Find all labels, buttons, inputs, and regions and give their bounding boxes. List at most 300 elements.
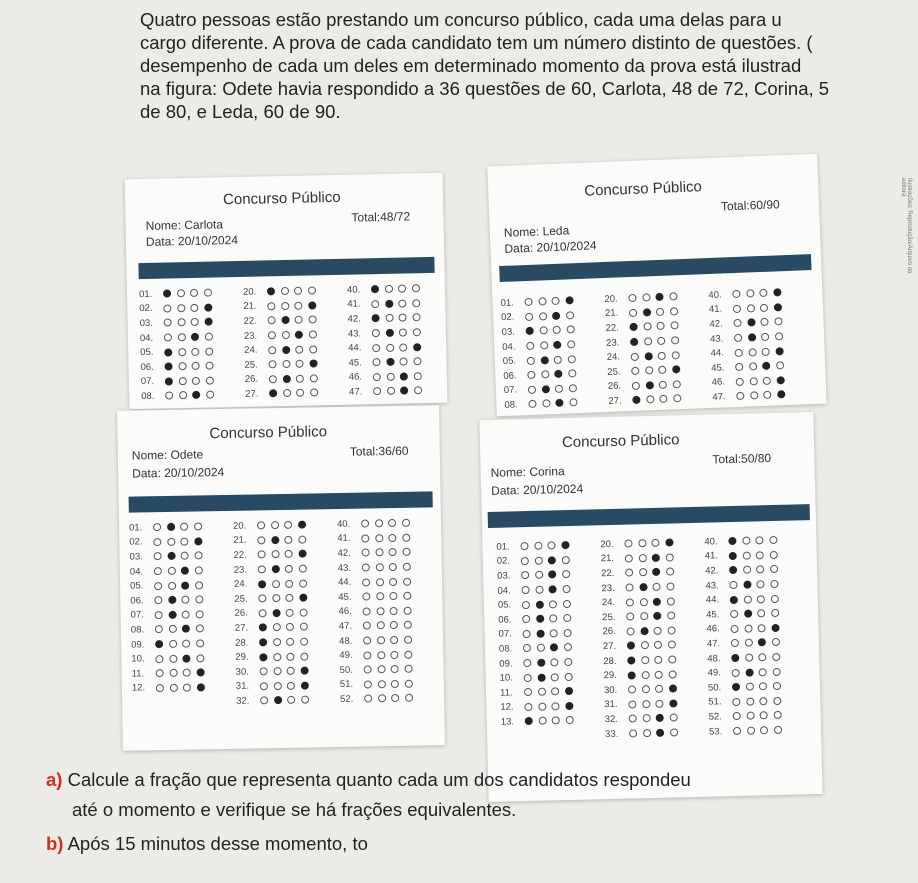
empty-bubble [640, 642, 648, 650]
empty-bubble [551, 297, 559, 305]
empty-bubble [376, 622, 384, 630]
empty-bubble [373, 387, 381, 395]
empty-bubble [169, 684, 177, 692]
filled-bubble [553, 341, 561, 349]
empty-bubble [190, 289, 198, 297]
empty-bubble [564, 658, 572, 666]
empty-bubble [177, 304, 185, 312]
empty-bubble [169, 640, 177, 648]
empty-bubble [398, 285, 406, 293]
question-number: 50. [339, 664, 353, 676]
empty-bubble [155, 611, 163, 619]
empty-bubble [258, 551, 266, 559]
empty-bubble [523, 630, 531, 638]
empty-bubble [561, 556, 569, 564]
empty-bubble [204, 333, 212, 341]
empty-bubble [191, 318, 199, 326]
question-number: 52. [708, 711, 723, 723]
empty-bubble [773, 726, 781, 734]
empty-bubble [260, 667, 268, 675]
question-number: 12. [500, 701, 514, 714]
question-number: 01. [129, 522, 143, 534]
filled-bubble [192, 391, 200, 399]
question-number: 40. [336, 518, 351, 530]
filled-bubble [773, 289, 781, 297]
empty-bubble [652, 583, 660, 591]
empty-bubble [540, 341, 548, 349]
question-number: 01. [500, 297, 515, 309]
empty-bubble [309, 345, 317, 353]
answer-row [233, 547, 311, 563]
empty-bubble [744, 624, 752, 632]
question-number: 41. [704, 550, 719, 563]
question-number: 21. [233, 534, 247, 547]
empty-bubble [629, 309, 637, 317]
filled-bubble [167, 523, 175, 531]
empty-bubble [670, 336, 678, 344]
question-number: 46. [348, 371, 363, 384]
empty-bubble [374, 520, 382, 528]
question-number: 22. [605, 322, 620, 334]
empty-bubble [178, 362, 186, 370]
question-number: 24. [234, 578, 248, 590]
empty-bubble [665, 553, 673, 561]
empty-bubble [196, 654, 204, 662]
question-number: 01. [496, 541, 510, 553]
empty-bubble [732, 698, 740, 706]
empty-bubble [773, 697, 781, 705]
empty-bubble [773, 711, 781, 719]
filled-bubble [298, 521, 306, 529]
empty-bubble [654, 641, 662, 649]
empty-bubble [286, 609, 294, 617]
empty-bubble [404, 680, 412, 688]
empty-bubble [260, 682, 268, 690]
question-number: 42. [705, 565, 719, 577]
empty-bubble [642, 729, 650, 737]
filled-bubble [555, 399, 563, 407]
empty-bubble [746, 712, 754, 720]
empty-bubble [167, 567, 175, 575]
empty-bubble [760, 726, 768, 734]
empty-bubble [386, 343, 394, 351]
filled-bubble [194, 537, 202, 545]
empty-bubble [744, 639, 752, 647]
filled-bubble [639, 583, 647, 591]
filled-bubble [165, 377, 173, 385]
empty-bubble [287, 682, 295, 690]
answer-row [338, 603, 416, 619]
empty-bubble [361, 534, 369, 542]
empty-bubble [271, 551, 279, 559]
empty-bubble [180, 523, 188, 531]
question-number: 42. [347, 313, 361, 325]
empty-bubble [298, 535, 306, 543]
empty-bubble [168, 582, 176, 590]
question-number: 31. [604, 699, 618, 711]
empty-bubble [363, 636, 371, 644]
question-number: 25. [602, 611, 616, 623]
filled-bubble [259, 624, 267, 632]
empty-bubble [399, 358, 407, 366]
empty-bubble [280, 287, 288, 295]
answer-row [339, 618, 417, 634]
question-number: 43. [337, 562, 352, 574]
empty-bubble [389, 563, 397, 571]
answer-column [243, 283, 323, 401]
empty-bubble [776, 361, 784, 369]
empty-bubble [770, 580, 778, 588]
empty-bubble [748, 348, 756, 356]
empty-bubble [402, 563, 410, 571]
empty-bubble [182, 610, 190, 618]
empty-bubble [391, 694, 399, 702]
empty-bubble [655, 700, 663, 708]
filled-bubble [164, 363, 172, 371]
question-number: 45. [348, 357, 362, 369]
filled-bubble [181, 567, 189, 575]
empty-bubble [655, 685, 663, 693]
answer-column [233, 517, 314, 708]
answer-row [131, 607, 209, 623]
empty-bubble [538, 298, 546, 306]
filled-bubble [267, 288, 275, 296]
empty-bubble [285, 594, 293, 602]
card-title: Concurso Público [209, 423, 328, 443]
empty-bubble [522, 615, 530, 623]
answer-row [337, 530, 415, 546]
filled-bubble [298, 550, 306, 558]
side-credit: Ilustrações: Reprodução/Arquivo da editora [900, 178, 912, 274]
empty-bubble [770, 595, 778, 603]
empty-bubble [774, 332, 782, 340]
answer-row [139, 285, 217, 301]
empty-bubble [759, 682, 767, 690]
empty-bubble [412, 328, 420, 336]
empty-bubble [268, 331, 276, 339]
empty-bubble [562, 600, 570, 608]
empty-bubble [177, 333, 185, 341]
empty-bubble [639, 569, 647, 577]
empty-bubble [625, 554, 633, 562]
answer-row [129, 548, 207, 564]
filled-bubble [640, 627, 648, 635]
answer-row [339, 662, 417, 678]
question-number: 08. [498, 643, 513, 655]
empty-bubble [658, 366, 666, 374]
empty-bubble [646, 396, 654, 404]
empty-bubble [656, 322, 664, 330]
empty-bubble [405, 694, 413, 702]
answer-row [243, 283, 321, 299]
empty-bubble [191, 362, 199, 370]
empty-bubble [552, 717, 560, 725]
empty-bubble [625, 584, 633, 592]
filled-bubble [272, 609, 280, 617]
answer-row [348, 339, 426, 355]
question-number: 29. [603, 669, 618, 682]
question-number: 32. [236, 695, 250, 707]
question-a-line-2: até o momento e verifique se há frações equivalentes. [72, 799, 517, 820]
question-number: 03. [129, 551, 143, 563]
answer-row [349, 369, 427, 385]
empty-bubble [364, 666, 372, 674]
filled-bubble [565, 297, 573, 305]
question-number: 24. [606, 351, 621, 364]
filled-bubble [204, 318, 212, 326]
empty-bubble [364, 695, 372, 703]
question-number: 10. [131, 653, 145, 665]
empty-bubble [298, 565, 306, 573]
empty-bubble [553, 326, 561, 334]
filled-bubble [282, 346, 290, 354]
empty-bubble [749, 377, 757, 385]
empty-bubble [562, 585, 570, 593]
question-number: 26. [607, 380, 622, 393]
empty-bubble [398, 299, 406, 307]
question-number: 49. [707, 667, 721, 679]
empty-bubble [771, 638, 779, 646]
question-number: 53. [708, 725, 723, 738]
empty-bubble [526, 342, 534, 350]
question-number: 23. [601, 582, 615, 594]
filled-bubble [385, 329, 393, 337]
answer-row [340, 676, 418, 692]
filled-bubble [400, 372, 408, 380]
empty-bubble [361, 520, 369, 528]
empty-bubble [299, 579, 307, 587]
question-number: 31. [235, 680, 250, 693]
filled-bubble [630, 338, 638, 346]
empty-bubble [733, 727, 741, 735]
empty-bubble [404, 636, 412, 644]
question-number: 28. [235, 637, 249, 649]
empty-bubble [286, 638, 294, 646]
answer-row [244, 356, 322, 372]
question-number: 52. [340, 693, 354, 705]
empty-bubble [169, 669, 177, 677]
empty-bubble [155, 655, 163, 663]
empty-bubble [260, 697, 268, 705]
empty-bubble [521, 557, 529, 565]
empty-bubble [179, 392, 187, 400]
empty-bubble [402, 534, 410, 542]
empty-bubble [154, 596, 162, 604]
empty-bubble [362, 593, 370, 601]
empty-bubble [567, 355, 575, 363]
filled-bubble [652, 568, 660, 576]
answer-row [349, 383, 427, 399]
empty-bubble [156, 669, 164, 677]
empty-bubble [655, 670, 663, 678]
empty-bubble [750, 392, 758, 400]
question-number: 04. [139, 332, 154, 344]
empty-bubble [377, 636, 385, 644]
question-a-line-1: Calcule a fração que representa quanto cada um dos candidatos respondeu [67, 769, 691, 790]
empty-bubble [399, 343, 407, 351]
question-number: 46. [706, 623, 720, 636]
question-number: 45. [711, 362, 725, 374]
filled-bubble [653, 597, 661, 605]
question-number: 02. [129, 536, 143, 549]
empty-bubble [520, 542, 528, 550]
empty-bubble [524, 688, 532, 696]
empty-bubble [153, 538, 161, 546]
empty-bubble [283, 389, 291, 397]
empty-bubble [524, 674, 532, 682]
empty-bubble [377, 665, 385, 673]
empty-bubble [372, 358, 380, 366]
filled-bubble [627, 642, 635, 650]
empty-bubble [377, 651, 385, 659]
empty-bubble [745, 683, 753, 691]
empty-bubble [673, 395, 681, 403]
question-number: 22. [233, 549, 247, 561]
question-number: 07. [503, 384, 518, 397]
question-number: 32. [604, 713, 619, 726]
empty-bubble [299, 608, 307, 616]
empty-bubble [364, 680, 372, 688]
empty-bubble [562, 570, 570, 578]
filled-bubble [271, 536, 279, 544]
empty-bubble [638, 554, 646, 562]
empty-bubble [761, 333, 769, 341]
empty-bubble [774, 318, 782, 326]
filled-bubble [525, 717, 533, 725]
empty-bubble [257, 536, 265, 544]
empty-bubble [163, 304, 171, 312]
empty-bubble [746, 727, 754, 735]
question-number: 33. [604, 728, 619, 740]
filled-bubble [168, 596, 176, 604]
empty-bubble [759, 668, 767, 676]
question-number: 46. [711, 376, 726, 389]
empty-bubble [757, 609, 765, 617]
question-number: 40. [346, 284, 361, 296]
filled-bubble [758, 639, 766, 647]
card-title: Concurso Público [561, 431, 680, 452]
empty-bubble [205, 376, 213, 384]
empty-bubble [269, 375, 277, 383]
filled-bubble [653, 612, 661, 620]
empty-bubble [644, 337, 652, 345]
empty-bubble [666, 568, 674, 576]
answer-row [337, 545, 415, 561]
filled-bubble [274, 696, 282, 704]
empty-bubble [391, 665, 399, 673]
answer-column [500, 293, 582, 413]
question-number: 25. [234, 593, 248, 605]
empty-bubble [183, 683, 191, 691]
empty-bubble [389, 592, 397, 600]
filled-bubble [561, 541, 569, 549]
empty-bubble [195, 625, 203, 633]
answer-row [130, 592, 208, 608]
empty-bubble [756, 551, 764, 559]
empty-bubble [632, 382, 640, 390]
filled-bubble [668, 685, 676, 693]
empty-bubble [759, 289, 767, 297]
empty-bubble [308, 316, 316, 324]
filled-bubble [745, 668, 753, 676]
question-number: 03. [139, 317, 153, 330]
empty-bubble [285, 550, 293, 558]
question-number: 43. [709, 333, 724, 345]
question-number: 47. [706, 638, 721, 650]
empty-bubble [282, 360, 290, 368]
empty-bubble [642, 700, 650, 708]
empty-bubble [195, 610, 203, 618]
filled-bubble [299, 594, 307, 602]
empty-bubble [287, 696, 295, 704]
question-b-label: b) [46, 833, 64, 854]
empty-bubble [362, 549, 370, 557]
answer-row [234, 605, 312, 621]
empty-bubble [169, 654, 177, 662]
empty-bubble [273, 653, 281, 661]
empty-bubble [528, 400, 536, 408]
filled-bubble [308, 301, 316, 309]
empty-bubble [399, 314, 407, 322]
empty-bubble [206, 391, 214, 399]
answer-row [245, 371, 323, 387]
empty-bubble [371, 300, 379, 308]
empty-bubble [535, 586, 543, 594]
question-number: 24. [244, 344, 258, 357]
filled-bubble [777, 391, 785, 399]
answer-row [340, 691, 418, 707]
empty-bubble [372, 329, 380, 337]
empty-bubble [534, 557, 542, 565]
empty-bubble [550, 629, 558, 637]
answer-row [339, 632, 417, 648]
question-number: 23. [233, 564, 248, 576]
answer-row [504, 395, 583, 413]
empty-bubble [563, 614, 571, 622]
empty-bubble [666, 583, 674, 591]
empty-bubble [668, 670, 676, 678]
empty-bubble [403, 621, 411, 629]
answer-row [347, 281, 425, 297]
empty-bubble [257, 522, 265, 530]
card-title: Concurso Público [584, 178, 703, 200]
filled-bubble [537, 673, 545, 681]
empty-bubble [541, 370, 549, 378]
question-number: 25. [244, 359, 258, 371]
empty-bubble [273, 682, 281, 690]
filled-bubble [536, 615, 544, 623]
empty-bubble [294, 287, 302, 295]
empty-bubble [178, 348, 186, 356]
empty-bubble [377, 680, 385, 688]
question-number: 30. [235, 666, 249, 678]
empty-bubble [272, 594, 280, 602]
empty-bubble [412, 314, 420, 322]
empty-bubble [659, 381, 667, 389]
answer-row [348, 325, 426, 341]
empty-bubble [736, 378, 744, 386]
filled-bubble [550, 644, 558, 652]
question-number: 21. [243, 301, 257, 313]
filled-bubble [747, 319, 755, 327]
question-number: 09. [131, 638, 145, 651]
question-number: 07. [498, 628, 512, 641]
answer-column [129, 519, 210, 695]
answer-row [243, 298, 321, 314]
filled-bubble [645, 381, 653, 389]
question-a-label: a) [46, 769, 63, 790]
total-score: Total:36/60 [349, 443, 409, 459]
